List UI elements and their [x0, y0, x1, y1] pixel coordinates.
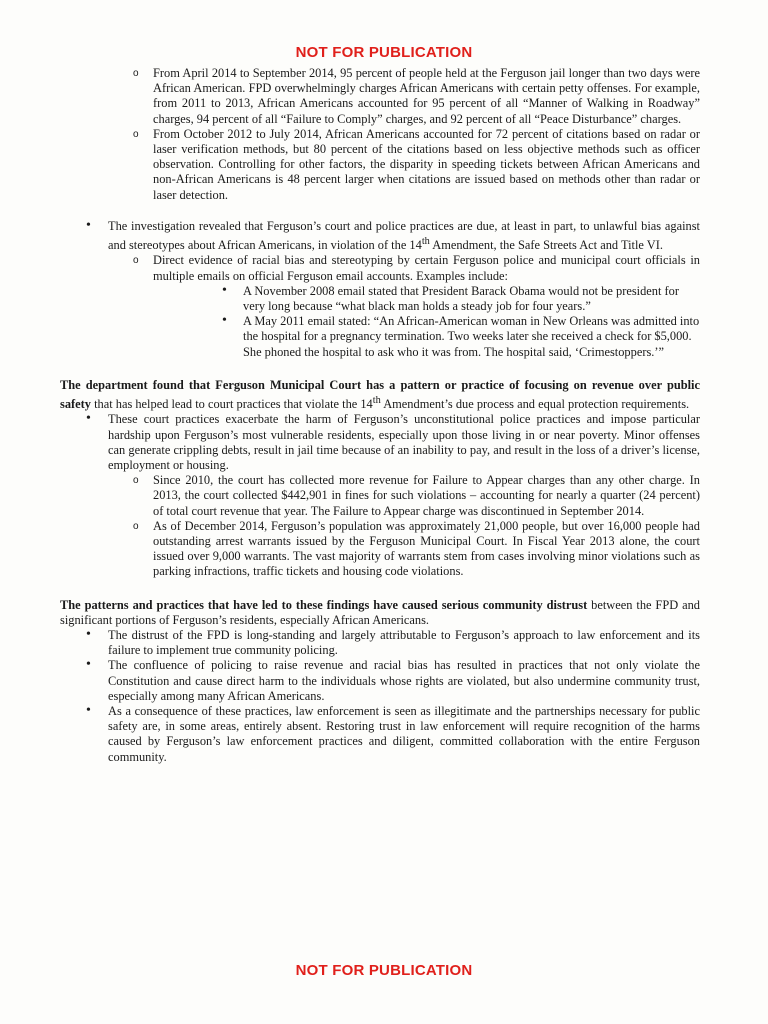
list-item: o As of December 2014, Ferguson’s population was approximately 21,000 people, but over 16,000 people had outstanding arrest warrants issued by the Ferguson Municipal Court. In Fiscal Year 2013 alone, the court issued over 9,000 warrants. The vast majority of warrants stem from cases involving minor violations such as parking infractions, traffic tickets and housing code violations.: [153, 519, 700, 580]
list-item: • A May 2011 email stated: “An African-American woman in New Orleans was admitted into the hospital for a pregnancy termination. Two weeks later she received a check for $5,000. She phoned the hospital to ask who it was from. The hospital said, ‘Crimestoppers.’”: [243, 314, 700, 360]
court-sub-list: [108, 473, 700, 579]
court-heading-rest-post: Amendment’s due process and equal protection requirements.: [380, 397, 690, 412]
list-item: o From October 2012 to July 2014, African Americans accounted for 72 percent of citations based on radar or laser verification methods, but 80 percent of the citations based on less objective methods such as officer observation. Controlling for other factors, the disparity in speeding tickets between African Americans and non-African Americans is 48 percent larger when citations are issued based on methods other than radar or laser detection.: [153, 127, 700, 203]
list-item: • The confluence of policing to raise revenue and racial bias has resulted in practices that not only violate the Constitution and cause direct harm to the individuals whose rights are violated, but also undermine community trust, especially among many African Americans.: [108, 658, 700, 704]
bias-sub-bullet-text: Direct evidence of racial bias and stereotyping by certain Ferguson police and municipal court officials in multiple emails on official Ferguson email accounts. Examples include:: [153, 253, 700, 283]
list-item: [108, 412, 700, 579]
list-item: • As a consequence of these practices, law enforcement is seen as illegitimate and the partnerships necessary for public safety are, in some areas, entirely absent. Restoring trust in law enforcement will require recognition of the harms caused by Ferguson’s law enforcement practices and diligent, committed collaboration with the entire Ferguson community.: [108, 704, 700, 765]
bias-bullet-list: [60, 219, 700, 360]
distrust-heading-rest: between the FPD and significant portions of Ferguson’s residents, especially African Americans.: [60, 597, 700, 627]
banner-top: NOT FOR PUBLICATION: [295, 44, 473, 61]
court-heading-rest-pre: that has helped lead to court practices that violate the 14: [90, 397, 373, 412]
bias-bullet-text-pre: The investigation revealed that Ferguson’s court and police practices are due, at least in part, to unlawful bias against and stereotypes about African Americans, in violation of the 14: [108, 218, 700, 253]
bias-sub-list: [108, 253, 700, 359]
court-heading-bold: The department found that Ferguson Municipal Court has a pattern or practice of focusing on revenue over public safety: [60, 377, 700, 412]
list-item: [108, 219, 700, 360]
court-heading: [60, 378, 700, 413]
banner-bottom: NOT FOR PUBLICATION: [295, 962, 473, 979]
list-item: [153, 253, 700, 359]
court-bullet-list: [60, 412, 700, 579]
list-item: o Since 2010, the court has collected more revenue for Failure to Appear charges than any other charge. In 2013, the court collected $442,901 in fines for such violations – accounting for nearly a quarter (24 percent) of total court revenue that year. The Failure to Appear charge was discontinued in September 2014.: [153, 473, 700, 519]
distrust-heading-bold: The patterns and practices that have led to these findings have caused serious community distrust: [60, 597, 588, 612]
list-item: • The distrust of the FPD is long-standing and largely attributable to Ferguson’s approach to law enforcement and its failure to implement true community policing.: [108, 628, 700, 658]
email-examples-list: [153, 284, 700, 360]
court-bullet-text: These court practices exacerbate the harm of Ferguson’s unconstitutional police practices and impose particular hardship upon Ferguson’s most vulnerable residents, especially upon those living in or near poverty. Minor offenses can generate crippling debts, result in jail time because of an inability to pay, and result in the loss of a driver’s license, employment or housing.: [108, 412, 700, 472]
bias-bullet-text-post: Amendment, the Safe Streets Act and Title VI.: [429, 238, 663, 253]
list-item: o From April 2014 to September 2014, 95 percent of people held at the Ferguson jail longer than two days were African American. FPD overwhelmingly charges African Americans with certain petty offenses. For example, from 2011 to 2013, African Americans accounted for 95 percent of all “Manner of Walking in Roadway” charges, 94 percent of all “Failure to Comply” charges, and 92 percent of all “Peace Disturbance” charges.: [153, 66, 700, 127]
jail-bullet-list: [60, 66, 700, 203]
bias-bullet-sup: th: [421, 236, 430, 248]
document-body: [60, 66, 700, 765]
court-heading-sup: th: [372, 394, 381, 406]
list-item: • A November 2008 email stated that President Barack Obama would not be president for very long because “what black man holds a steady job for four years.”: [243, 284, 700, 314]
distrust-heading: [60, 598, 700, 628]
distrust-bullet-list: [60, 628, 700, 765]
